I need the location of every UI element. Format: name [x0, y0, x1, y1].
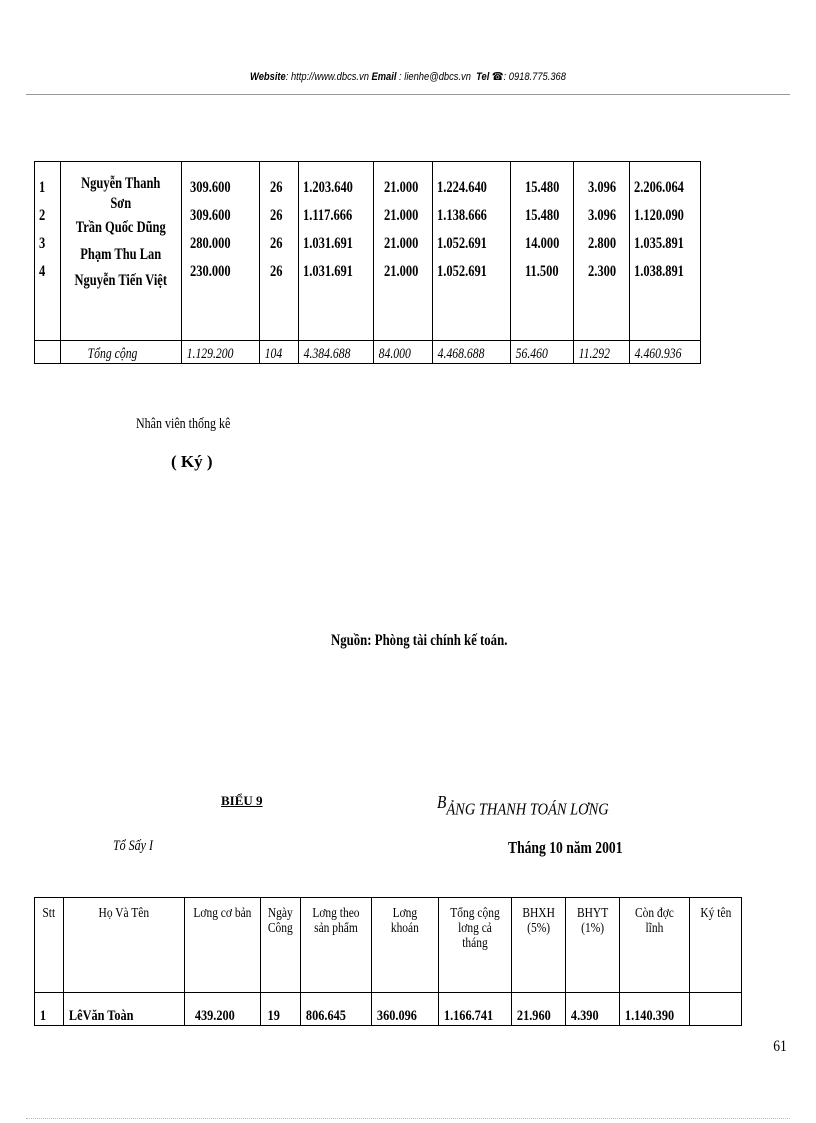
footer-divider — [26, 1118, 790, 1119]
t2-tong-cong: 1.166.741 — [438, 993, 511, 1026]
t2-bhxh: 21.960 — [511, 993, 565, 1026]
t1-total-luong-sp: 4.384.688 — [298, 341, 374, 364]
t2-luong-khoan: 360.096 — [371, 993, 438, 1026]
team-label: Tổ Sấy I — [113, 838, 153, 854]
t2-header-ho-ten: Họ Và Tên — [64, 898, 185, 993]
t2-header-luong-cb: Lơng cơ bản — [185, 898, 261, 993]
t1-total-blank — [35, 341, 61, 364]
source-note: Nguồn: Phòng tài chính kế toán. — [331, 632, 508, 649]
t2-header-luong-khoan: Lơng khoán — [371, 898, 438, 993]
t2-ho-ten: LêVăn Toàn — [64, 993, 185, 1026]
t1-bhyt-col: 3.096 3.096 2.800 2.300 — [573, 162, 629, 341]
t1-bhxh-col: 15.480 15.480 14.000 11.500 — [511, 162, 574, 341]
t2-header-bhxh: BHXH (5%) — [511, 898, 565, 993]
t1-luong-sp-col: 1.203.640 1.117.666 1.031.691 1.031.691 — [298, 162, 374, 341]
table1-data-row — [35, 162, 701, 341]
t1-names-col: Nguyễn Thanh Sơn Trần Quốc Dũng Phạm Thu Lan Nguyễn Tiến Việt — [61, 162, 182, 341]
t1-ngay-cong-col: 26 26 26 26 — [260, 162, 298, 341]
t1-luong-cb-col: 309.600 309.600 280.000 230.000 — [181, 162, 260, 341]
t1-total-label: Tổng cộng — [61, 341, 182, 364]
table-title — [437, 792, 609, 820]
signature-label: ( Ký ) — [171, 452, 213, 471]
t2-luong-cb: 439.200 — [185, 993, 261, 1026]
t2-ngay-cong: 19 — [261, 993, 301, 1026]
t1-total-bhyt: 11.292 — [573, 341, 629, 364]
t1-stt-col: 1 2 3 4 — [35, 162, 61, 341]
table-row — [35, 993, 742, 1026]
t1-total-luong-khoan: 84.000 — [374, 341, 432, 364]
t2-luong-sp: 806.645 — [300, 993, 371, 1026]
t1-total-tong-cong: 4.468.688 — [432, 341, 511, 364]
salary-table-continued — [34, 161, 701, 364]
t2-header-tong-cong: Tổng cộng lơng cả tháng — [438, 898, 511, 993]
t2-header-luong-sp: Lơng theo sản phẩm — [300, 898, 371, 993]
tel-label: Tel ☎ — [476, 71, 504, 83]
table-title-rest: ẢNG THANH TOÁN LƠNG — [446, 799, 609, 819]
t1-luong-khoan-col: 21.000 21.000 21.000 21.000 — [374, 162, 432, 341]
month-label: Tháng 10 năm 2001 — [508, 838, 623, 857]
salary-table-to-say — [34, 897, 742, 1026]
t1-total-con-linh: 4.460.936 — [630, 341, 701, 364]
t1-total-ngay-cong: 104 — [260, 341, 298, 364]
table2-header-row — [35, 898, 742, 993]
tel-value: : 0918.775.368 — [503, 71, 566, 83]
t2-header-ngay-cong: Ngày Công — [261, 898, 301, 993]
table1-total-row — [35, 341, 701, 364]
t2-header-ky-ten: Ký tên — [689, 898, 741, 993]
t1-tong-cong-col: 1.224.640 1.138.666 1.052.691 1.052.691 — [432, 162, 511, 341]
t2-header-bhyt: BHYT (1%) — [565, 898, 619, 993]
bieu-label: BIỂU 9 — [221, 793, 263, 808]
website-value[interactable]: : http://www.dbcs.vn — [285, 71, 369, 83]
t1-total-luong-cb: 1.129.200 — [181, 341, 260, 364]
header-divider — [26, 94, 790, 95]
t1-total-bhxh: 56.460 — [511, 341, 574, 364]
signature-title: Nhân viên thống kê — [136, 416, 231, 432]
t2-con-linh: 1.140.390 — [619, 993, 689, 1026]
table-title-initial: B — [437, 792, 447, 812]
t1-con-linh-col: 2.206.064 1.120.090 1.035.891 1.038.891 — [630, 162, 701, 341]
email-value[interactable]: : lienhe@dbcs.vn — [396, 71, 471, 83]
page-header — [61, 70, 755, 83]
page-number: 61 — [773, 1038, 787, 1055]
email-label: Email — [371, 71, 397, 83]
t2-header-con-linh: Còn đợc lĩnh — [619, 898, 689, 993]
t2-bhyt: 4.390 — [565, 993, 619, 1026]
website-label: Website — [250, 71, 286, 83]
t2-header-stt: Stt — [35, 898, 64, 993]
t2-ky-ten — [689, 993, 741, 1026]
t2-stt: 1 — [35, 993, 64, 1026]
